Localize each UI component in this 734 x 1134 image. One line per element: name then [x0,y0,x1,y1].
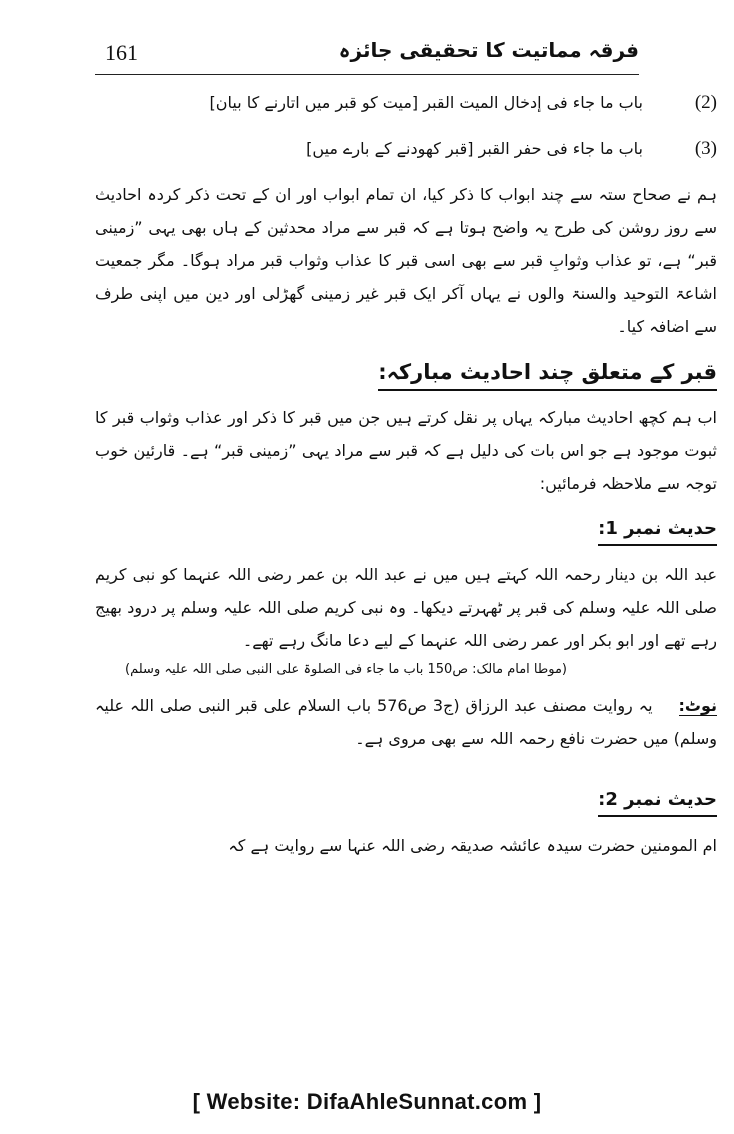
chapter-number: (3) [694,138,717,159]
chapter-number: (2) [694,92,717,113]
hadith-1-heading: حدیث نمبر 1: [598,514,717,546]
hadith-2-text: ام المومنین حضرت سیدہ عائشہ صدیقہ رضی اللہ عنہا سے روایت ہے کہ [228,836,717,855]
note-paragraph [95,689,717,755]
note-text: یہ روایت مصنف عبد الرزاق (ج3 ص576 باب السلام علی قبر النبی صلی اللہ علیہ وسلم) میں حضرت نافع رحمہ اللہ سے بھی مروی ہے۔ [95,696,717,748]
section-heading: قبر کے متعلق چند احادیث مبارکہ: [378,355,717,391]
chapter-text: باب ما جاء فی إدخال المیت القبر [میت کو قبر میں اتارنے کا بیان] [209,93,643,112]
section-intro: اب ہم کچھ احادیث مبارکہ یہاں پر نقل کرتے ہیں جن میں قبر کا ذکر اور عذاب وثواب قبر کا ثبوت موجود ہے جو اس بات کی دلیل ہے کہ قبر سے مراد یہی ”زمینی قبر“ ہے۔ قارئین خوب توجہ سے ملاحظہ فرمائیں: [95,408,717,493]
intro-paragraph: ہم نے صحاح ستہ سے چند ابواب کا ذکر کیا، ان تمام ابواب اور ان کے تحت ذکر کردہ احادیث سے روز روشن کی طرح یہ واضح ہوتا ہے کہ قبر سے مراد محدثین کے ہاں بھی یہی ”زمینی قبر“ ہے، تو عذاب وثوابِ قبر سے بھی اسی قبر کا عذاب وثواب قبر مراد ہوگا۔ مگر جمعیت اشاعۃ التوحید والسنۃ والوں نے یہاں آکر ایک قبر غیر زمینی گھڑلی اور دین میں اپنی طرف سے اضافہ کیا۔ [95,185,717,336]
hadith-1-reference: (موطا امام مالک: ص150 باب ما جاء فی الصلوۃ علی النبی صلی اللہ علیہ وسلم) [125,662,567,677]
page-number: 161 [105,40,138,65]
page-content [95,80,717,862]
chapter-text: باب ما جاء فی حفر القبر [قبر کھودنے کے بارے میں] [306,139,643,158]
chapter-item [95,80,717,126]
hadith-2-heading: حدیث نمبر 2: [598,785,717,817]
chapter-item [95,126,717,172]
book-title: فرقہ مماتیت کا تحقیقی جائزہ [338,38,639,62]
note-label: نوٹ: [678,696,718,715]
website-footer: [ Website: DifaAhleSunnat.com ] [192,1089,542,1114]
page-header [95,38,639,75]
hadith-1-text: عبد اللہ بن دینار رحمہ اللہ کہتے ہیں میں نے عبد اللہ بن عمر رضی اللہ عنہما کو نبی کریم صلی اللہ علیہ وسلم کی قبر پر ٹھہرتے دیکھا۔ وہ نبی کریم صلی اللہ علیہ وسلم پر درود بھیج رہے تھے اور ابو بکر اور عمر رضی اللہ عنہما کے لیے دعا مانگ رہے تھے۔ [95,565,717,650]
